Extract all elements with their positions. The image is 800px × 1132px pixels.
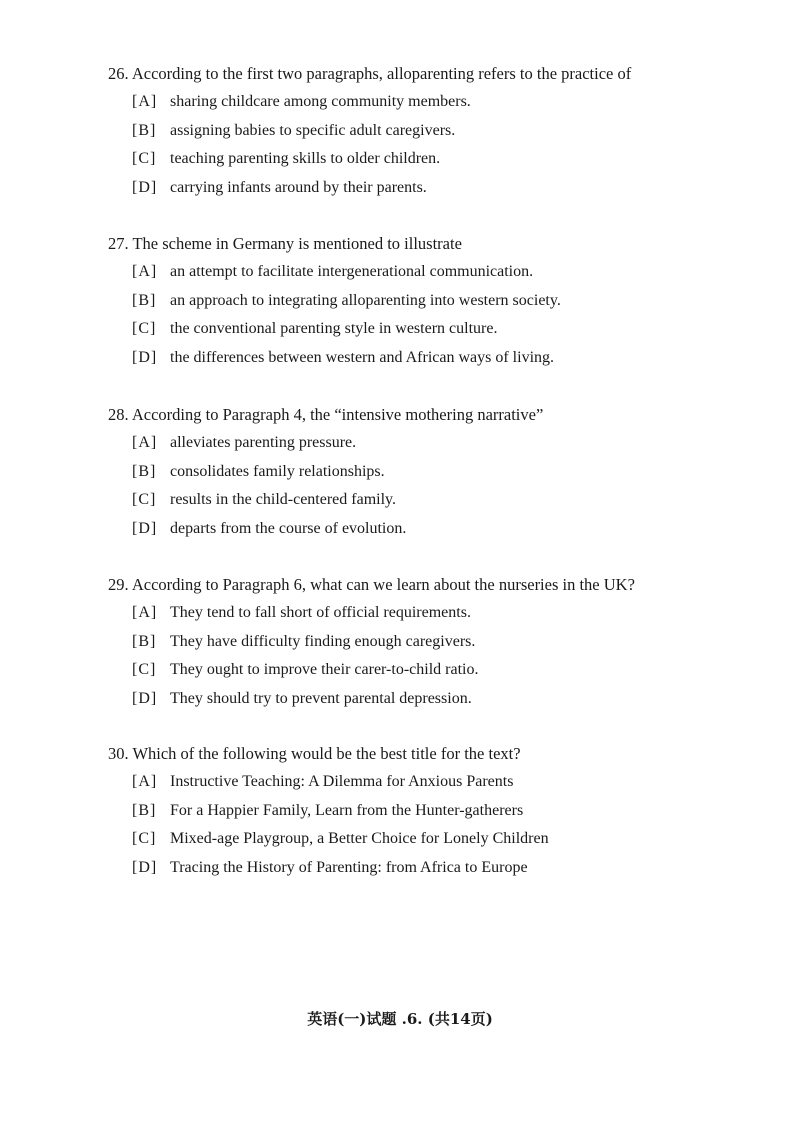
option-text: results in the child-centered family. <box>170 491 396 508</box>
option-letter: [C] <box>132 320 157 337</box>
option-text: They should try to prevent parental depression. <box>170 689 472 707</box>
option-letter: [D] <box>132 519 158 537</box>
question-27 <box>108 234 768 368</box>
question-stem: 30. Which of the following would be the best title for the text? <box>108 744 521 763</box>
option-letter: [B] <box>132 462 157 480</box>
option-a <box>132 92 768 113</box>
option-letter: [A] <box>132 434 158 451</box>
option-letter: [C] <box>132 830 157 847</box>
option-c <box>132 490 768 511</box>
option-c <box>132 319 768 340</box>
option-a <box>132 433 768 454</box>
option-text: Mixed-age Playgroup, a Better Choice for Lonely Children <box>170 830 549 847</box>
option-letter: [B] <box>132 801 157 819</box>
question-29 <box>108 575 768 709</box>
option-text: sharing childcare among community members. <box>170 93 471 110</box>
option-letter: [A] <box>132 263 158 280</box>
option-text: consolidates family relationships. <box>170 462 385 480</box>
option-b <box>132 801 768 822</box>
option-text: Instructive Teaching: A Dilemma for Anxious Parents <box>170 773 514 790</box>
option-list <box>108 92 768 198</box>
question-28 <box>108 405 768 539</box>
option-a <box>132 772 768 793</box>
question-26 <box>108 64 768 198</box>
page-footer: 英语(一)试题 .6. (共14页) <box>307 1010 493 1028</box>
question-stem: 27. The scheme in Germany is mentioned to illustrate <box>108 234 462 253</box>
option-c <box>132 149 768 170</box>
option-text: the differences between western and African ways of living. <box>170 348 555 366</box>
option-text: alleviates parenting pressure. <box>170 434 357 451</box>
option-letter: [D] <box>132 689 158 707</box>
option-text: They have difficulty finding enough caregivers. <box>170 632 476 650</box>
option-letter: [B] <box>132 632 157 650</box>
option-list <box>108 262 768 368</box>
option-a <box>132 262 768 283</box>
option-text: teaching parenting skills to older children. <box>170 150 441 167</box>
option-d <box>132 858 768 879</box>
option-letter: [D] <box>132 178 158 196</box>
option-c <box>132 660 768 681</box>
option-d <box>132 348 768 369</box>
option-letter: [A] <box>132 604 158 621</box>
option-letter: [B] <box>132 291 157 309</box>
option-text: They tend to fall short of official requirements. <box>170 604 471 621</box>
option-letter: [D] <box>132 348 158 366</box>
question-stem: 29. According to Paragraph 6, what can we learn about the nurseries in the UK? <box>108 575 635 594</box>
option-c <box>132 829 768 850</box>
option-d <box>132 178 768 199</box>
option-letter: [C] <box>132 491 157 508</box>
option-letter: [A] <box>132 93 158 110</box>
option-letter: [C] <box>132 661 157 678</box>
option-list <box>108 772 768 878</box>
option-b <box>132 462 768 483</box>
option-b <box>132 632 768 653</box>
option-text: an attempt to facilitate intergenerational communication. <box>170 263 534 280</box>
option-letter: [B] <box>132 121 157 139</box>
option-list <box>108 433 768 539</box>
option-text: an approach to integrating alloparenting into western society. <box>170 291 561 309</box>
option-letter: [C] <box>132 150 157 167</box>
option-b <box>132 291 768 312</box>
option-d <box>132 519 768 540</box>
option-list <box>108 603 768 709</box>
option-a <box>132 603 768 624</box>
option-text: the conventional parenting style in western culture. <box>170 320 498 337</box>
option-text: Tracing the History of Parenting: from Africa to Europe <box>170 858 528 876</box>
option-text: departs from the course of evolution. <box>170 519 407 537</box>
option-letter: [A] <box>132 773 158 790</box>
option-text: They ought to improve their carer-to-child ratio. <box>170 661 479 678</box>
question-stem: 26. According to the first two paragraphs, alloparenting refers to the practice of <box>108 64 632 83</box>
question-stem: 28. According to Paragraph 4, the “intensive mothering narrative” <box>108 405 544 424</box>
option-text: For a Happier Family, Learn from the Hunter-gatherers <box>170 801 524 819</box>
option-text: carrying infants around by their parents. <box>170 178 427 196</box>
option-b <box>132 121 768 142</box>
option-letter: [D] <box>132 858 158 876</box>
option-text: assigning babies to specific adult caregivers. <box>170 121 456 139</box>
question-30 <box>108 744 768 878</box>
option-d <box>132 689 768 710</box>
